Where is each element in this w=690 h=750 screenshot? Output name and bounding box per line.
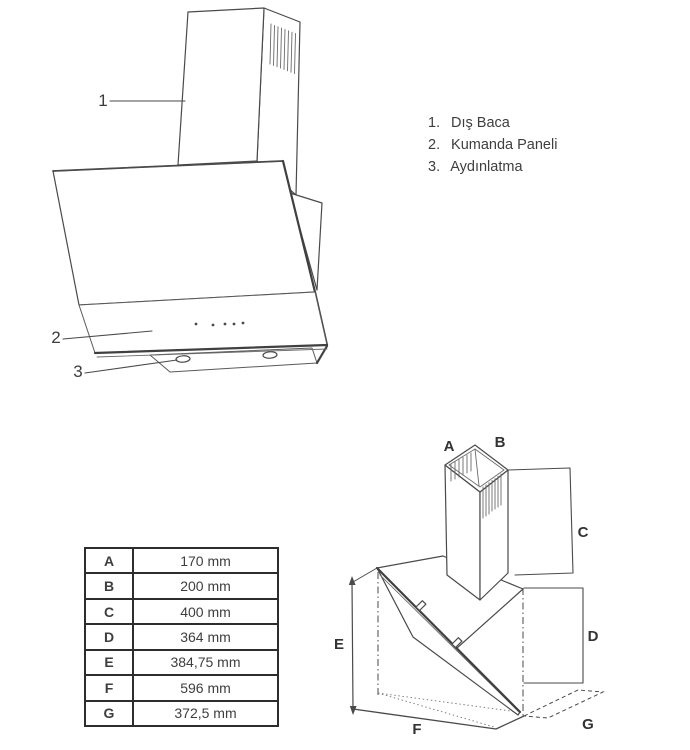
dim-value: 170 mm <box>133 548 278 573</box>
dim-key: G <box>85 701 133 726</box>
callout-2-label: 2 <box>51 328 61 347</box>
callout-3-label: 3 <box>73 362 83 381</box>
dim-value: 372,5 mm <box>133 701 278 726</box>
table-row <box>85 701 278 726</box>
dimension-drawing <box>330 425 690 745</box>
dimensions-table <box>84 547 279 727</box>
dim-key: D <box>85 624 133 649</box>
dimension-e <box>334 568 377 715</box>
svg-text:C: C <box>577 524 589 541</box>
dim-key: B <box>85 573 133 598</box>
svg-text:G: G <box>582 716 594 733</box>
legend-item-number: 3. <box>428 159 441 175</box>
legend-item-dis-baca <box>428 112 557 134</box>
dim-value: 400 mm <box>133 599 278 624</box>
legend-item-label: Dış Baca <box>451 115 510 131</box>
svg-text:A: A <box>443 438 455 455</box>
chimney-duct-dims <box>445 445 508 600</box>
legend-item-number: 1. <box>428 115 441 131</box>
parts-legend <box>428 112 557 178</box>
dim-key: F <box>85 675 133 700</box>
table-row <box>85 573 278 598</box>
legend-item-label: Aydınlatma <box>450 159 523 175</box>
table-row <box>85 650 278 675</box>
dim-value: 364 mm <box>133 624 278 649</box>
table-row <box>85 675 278 700</box>
table-row <box>85 624 278 649</box>
dimension-b <box>495 434 506 451</box>
svg-text:E: E <box>333 636 345 653</box>
table-row <box>85 548 278 573</box>
dimension-a <box>444 438 455 455</box>
svg-text:B: B <box>494 434 506 451</box>
legend-item-kumanda-paneli <box>428 134 557 156</box>
dim-value: 596 mm <box>133 675 278 700</box>
dimension-c <box>508 468 589 575</box>
legend-item-aydinlatma <box>428 156 557 178</box>
dimension-f <box>412 721 421 738</box>
dimension-g <box>524 690 603 733</box>
hood-illustration <box>30 0 340 400</box>
glass-panel <box>53 161 327 357</box>
dim-key: A <box>85 548 133 573</box>
dim-key: E <box>85 650 133 675</box>
svg-text:D: D <box>587 628 599 645</box>
dim-key: C <box>85 599 133 624</box>
dim-value: 384,75 mm <box>133 650 278 675</box>
table-row <box>85 599 278 624</box>
dim-value: 200 mm <box>133 573 278 598</box>
svg-text:F: F <box>412 721 422 738</box>
callout-1-label: 1 <box>98 91 108 110</box>
callout-1 <box>98 91 185 110</box>
legend-item-label: Kumanda Paneli <box>451 137 558 153</box>
dimension-d <box>523 588 599 716</box>
legend-item-number: 2. <box>428 137 441 153</box>
